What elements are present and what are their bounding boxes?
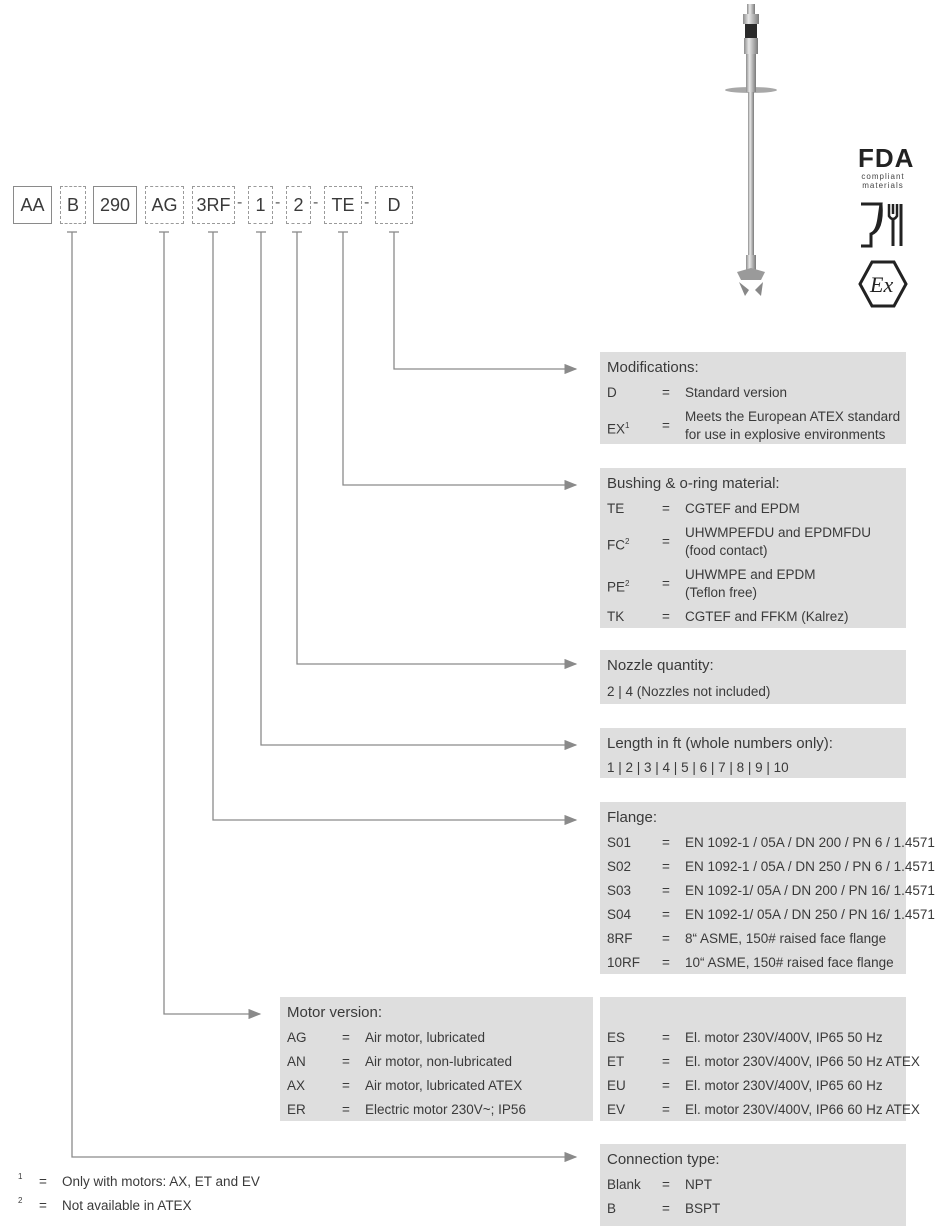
row-equals: = bbox=[662, 907, 670, 922]
connection-panel bbox=[600, 1144, 906, 1226]
row-value: EN 1092-1 / 05A / DN 250 / PN 6 / 1.4571 bbox=[685, 859, 935, 874]
modifications-title: Modifications: bbox=[607, 359, 699, 376]
row-key: S04 bbox=[607, 907, 632, 922]
row-value: El. motor 230V/400V, IP65 60 Hz bbox=[685, 1078, 883, 1093]
row-key: AG bbox=[287, 1030, 307, 1045]
row-equals: = bbox=[662, 385, 670, 400]
row-key: S02 bbox=[607, 859, 632, 874]
row-equals: = bbox=[662, 1078, 670, 1093]
code-segment-ag: AG bbox=[145, 186, 184, 224]
row-equals: = bbox=[662, 931, 670, 946]
footnote-ref: 2 bbox=[625, 579, 630, 588]
row-key: EX bbox=[607, 421, 626, 437]
row-equals: = bbox=[662, 1030, 670, 1045]
motor-panel bbox=[280, 997, 593, 1121]
footnote-equals: = bbox=[39, 1174, 47, 1189]
row-key: PE bbox=[607, 579, 626, 595]
bushing-title: Bushing & o-ring material: bbox=[607, 475, 780, 492]
row-equals: = bbox=[662, 1201, 670, 1216]
row-equals: = bbox=[662, 1177, 670, 1192]
flange-title: Flange: bbox=[607, 809, 658, 826]
row-value: BSPT bbox=[685, 1201, 721, 1216]
row-value-line2: for use in explosive environments bbox=[685, 427, 886, 442]
fda-badge-title: FDA bbox=[858, 143, 915, 173]
row-key: AX bbox=[287, 1078, 306, 1093]
row-equals: = bbox=[342, 1102, 350, 1117]
nozzle-title: Nozzle quantity: bbox=[607, 657, 714, 674]
code-segment-1: 1 bbox=[248, 186, 273, 224]
length-panel bbox=[600, 728, 906, 778]
row-value-line2: (Teflon free) bbox=[685, 585, 758, 600]
row-value: 8“ ASME, 150# raised face flange bbox=[685, 931, 887, 946]
row-value: UHWMPE and EPDM bbox=[685, 567, 816, 582]
row-value: 10“ ASME, 150# raised face flange bbox=[685, 955, 894, 970]
row-key: 10RF bbox=[607, 955, 641, 970]
row-equals: = bbox=[662, 609, 670, 624]
row-value: EN 1092-1 / 05A / DN 200 / PN 6 / 1.4571 bbox=[685, 835, 935, 850]
row-value: UHWMPEFDU and EPDMFDU bbox=[685, 525, 872, 540]
row-key: ET bbox=[607, 1054, 625, 1069]
row-value: EN 1092-1/ 05A / DN 250 / PN 16/ 1.4571 bbox=[685, 907, 935, 922]
modifications-panel bbox=[600, 352, 906, 444]
row-equals: = bbox=[662, 534, 670, 549]
row-value: Air motor, non-lubricated bbox=[365, 1054, 513, 1069]
row-value: NPT bbox=[685, 1177, 712, 1192]
code-separator: - bbox=[313, 194, 319, 211]
code-segment-2: 2 bbox=[286, 186, 311, 224]
row-equals: = bbox=[342, 1078, 350, 1093]
fda-badge-line1: compliant bbox=[861, 172, 905, 181]
code-separator: - bbox=[275, 194, 281, 211]
row-value: Electric motor 230V~; IP56 bbox=[365, 1102, 526, 1117]
code-separator: - bbox=[237, 194, 243, 211]
row-key: S03 bbox=[607, 883, 632, 898]
nozzle-values: 2 | 4 (Nozzles not included) bbox=[607, 684, 771, 699]
row-key: D bbox=[607, 385, 617, 400]
row-value: Air motor, lubricated bbox=[365, 1030, 486, 1045]
bushing-panel bbox=[600, 468, 906, 628]
row-equals: = bbox=[662, 955, 670, 970]
row-key: 8RF bbox=[607, 931, 633, 946]
row-value: CGTEF and EPDM bbox=[685, 501, 800, 516]
code-separator: - bbox=[364, 194, 370, 211]
row-value: EN 1092-1/ 05A / DN 200 / PN 16/ 1.4571 bbox=[685, 883, 935, 898]
fda-badge-line2: materials bbox=[862, 181, 904, 190]
row-equals: = bbox=[662, 883, 670, 898]
row-value: CGTEF and FFKM (Kalrez) bbox=[685, 609, 849, 624]
footnote-ref: 1 bbox=[625, 421, 630, 430]
footnote bbox=[18, 1198, 278, 1216]
row-value: El. motor 230V/400V, IP65 50 Hz bbox=[685, 1030, 883, 1045]
row-equals: = bbox=[662, 1102, 670, 1117]
row-key: AN bbox=[287, 1054, 306, 1069]
length-values: 1 | 2 | 3 | 4 | 5 | 6 | 7 | 8 | 9 | 10 bbox=[607, 760, 789, 775]
code-segment-b: B bbox=[60, 186, 86, 224]
footnote-text: Only with motors: AX, ET and EV bbox=[62, 1174, 260, 1189]
footnote-equals: = bbox=[39, 1198, 47, 1213]
motor-panel-electric bbox=[600, 997, 920, 1121]
row-equals: = bbox=[662, 859, 670, 874]
connection-title: Connection type: bbox=[607, 1151, 720, 1168]
footnote-text: Not available in ATEX bbox=[62, 1198, 192, 1213]
code-segment-te: TE bbox=[324, 186, 362, 224]
length-title: Length in ft (whole numbers only): bbox=[607, 735, 833, 752]
row-key: EV bbox=[607, 1102, 626, 1117]
row-equals: = bbox=[662, 576, 670, 591]
row-equals: = bbox=[662, 501, 670, 516]
row-equals: = bbox=[662, 835, 670, 850]
row-value-line2: (food contact) bbox=[685, 543, 768, 558]
footnote-number: 2 bbox=[18, 1196, 23, 1205]
row-value: Air motor, lubricated ATEX bbox=[365, 1078, 523, 1093]
row-equals: = bbox=[342, 1030, 350, 1045]
flange-panel bbox=[600, 802, 935, 974]
row-equals: = bbox=[662, 1054, 670, 1069]
row-equals: = bbox=[662, 418, 670, 433]
row-value: Standard version bbox=[685, 385, 788, 400]
row-value: Meets the European ATEX standard bbox=[685, 409, 901, 424]
footnote bbox=[18, 1174, 278, 1192]
footnote-ref: 2 bbox=[625, 537, 630, 546]
row-key: S01 bbox=[607, 835, 632, 850]
code-segment-d: D bbox=[375, 186, 413, 224]
svg-text:Ex: Ex bbox=[870, 272, 894, 297]
footnote-number: 1 bbox=[18, 1172, 23, 1181]
row-key: FC bbox=[607, 537, 625, 553]
row-key: ES bbox=[607, 1030, 626, 1045]
row-value: El. motor 230V/400V, IP66 50 Hz ATEX bbox=[685, 1054, 920, 1069]
code-segment-290: 290 bbox=[93, 186, 137, 224]
nozzle-panel bbox=[600, 650, 906, 704]
row-value: El. motor 230V/400V, IP66 60 Hz ATEX bbox=[685, 1102, 920, 1117]
row-equals: = bbox=[342, 1054, 350, 1069]
row-key: ER bbox=[287, 1102, 306, 1117]
motor-title: Motor version: bbox=[287, 1004, 383, 1021]
row-key: TK bbox=[607, 609, 625, 624]
row-key: B bbox=[607, 1201, 617, 1216]
row-key: Blank bbox=[607, 1177, 641, 1192]
code-segment-aa: AA bbox=[13, 186, 52, 224]
row-key: TE bbox=[607, 501, 625, 516]
row-key: EU bbox=[607, 1078, 626, 1093]
code-segment-3rf: 3RF bbox=[192, 186, 235, 224]
